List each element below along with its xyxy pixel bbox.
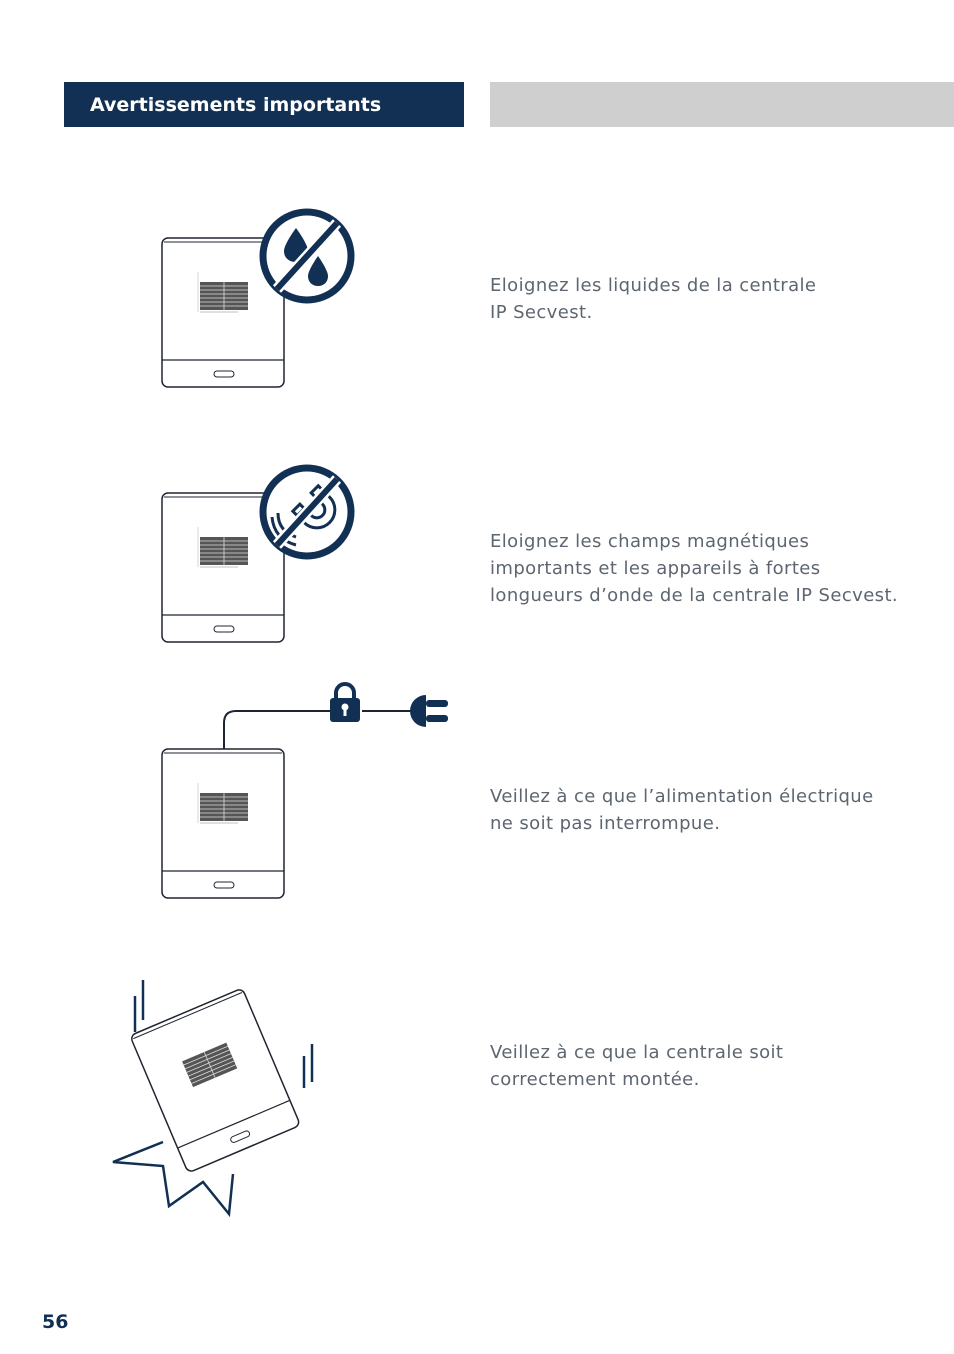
warning-liquids-text: Eloignez les liquides de la centrale IP Secvest. (490, 275, 817, 323)
lock-icon (330, 684, 360, 722)
warning-magnetic-text: Eloignez les champs magnétiques importants et les appareils à fortes longueurs d’onde de la centrale IP Secvest. (490, 531, 899, 606)
warning-mounting-text: Veillez à ce que la centrale soit correctement montée. (490, 1042, 784, 1090)
no-liquids-illustration (150, 200, 370, 400)
page-number: 56 (42, 1311, 69, 1333)
no-magnet-icon (263, 468, 351, 556)
power-plug-icon (410, 695, 448, 727)
no-magnet-illustration (150, 455, 370, 655)
section-header (64, 82, 464, 127)
alarm-panel-device (162, 749, 284, 898)
warning-power-text: Veillez à ce que l’alimentation électrique ne soit pas interrompue. (490, 786, 874, 834)
power-cable (224, 711, 415, 749)
section-title: Avertissements importants (90, 93, 382, 116)
falling-device-illustration (105, 970, 330, 1220)
no-liquids-icon (263, 212, 351, 300)
power-supply-illustration (150, 675, 460, 910)
header-gray-bar (490, 82, 954, 127)
